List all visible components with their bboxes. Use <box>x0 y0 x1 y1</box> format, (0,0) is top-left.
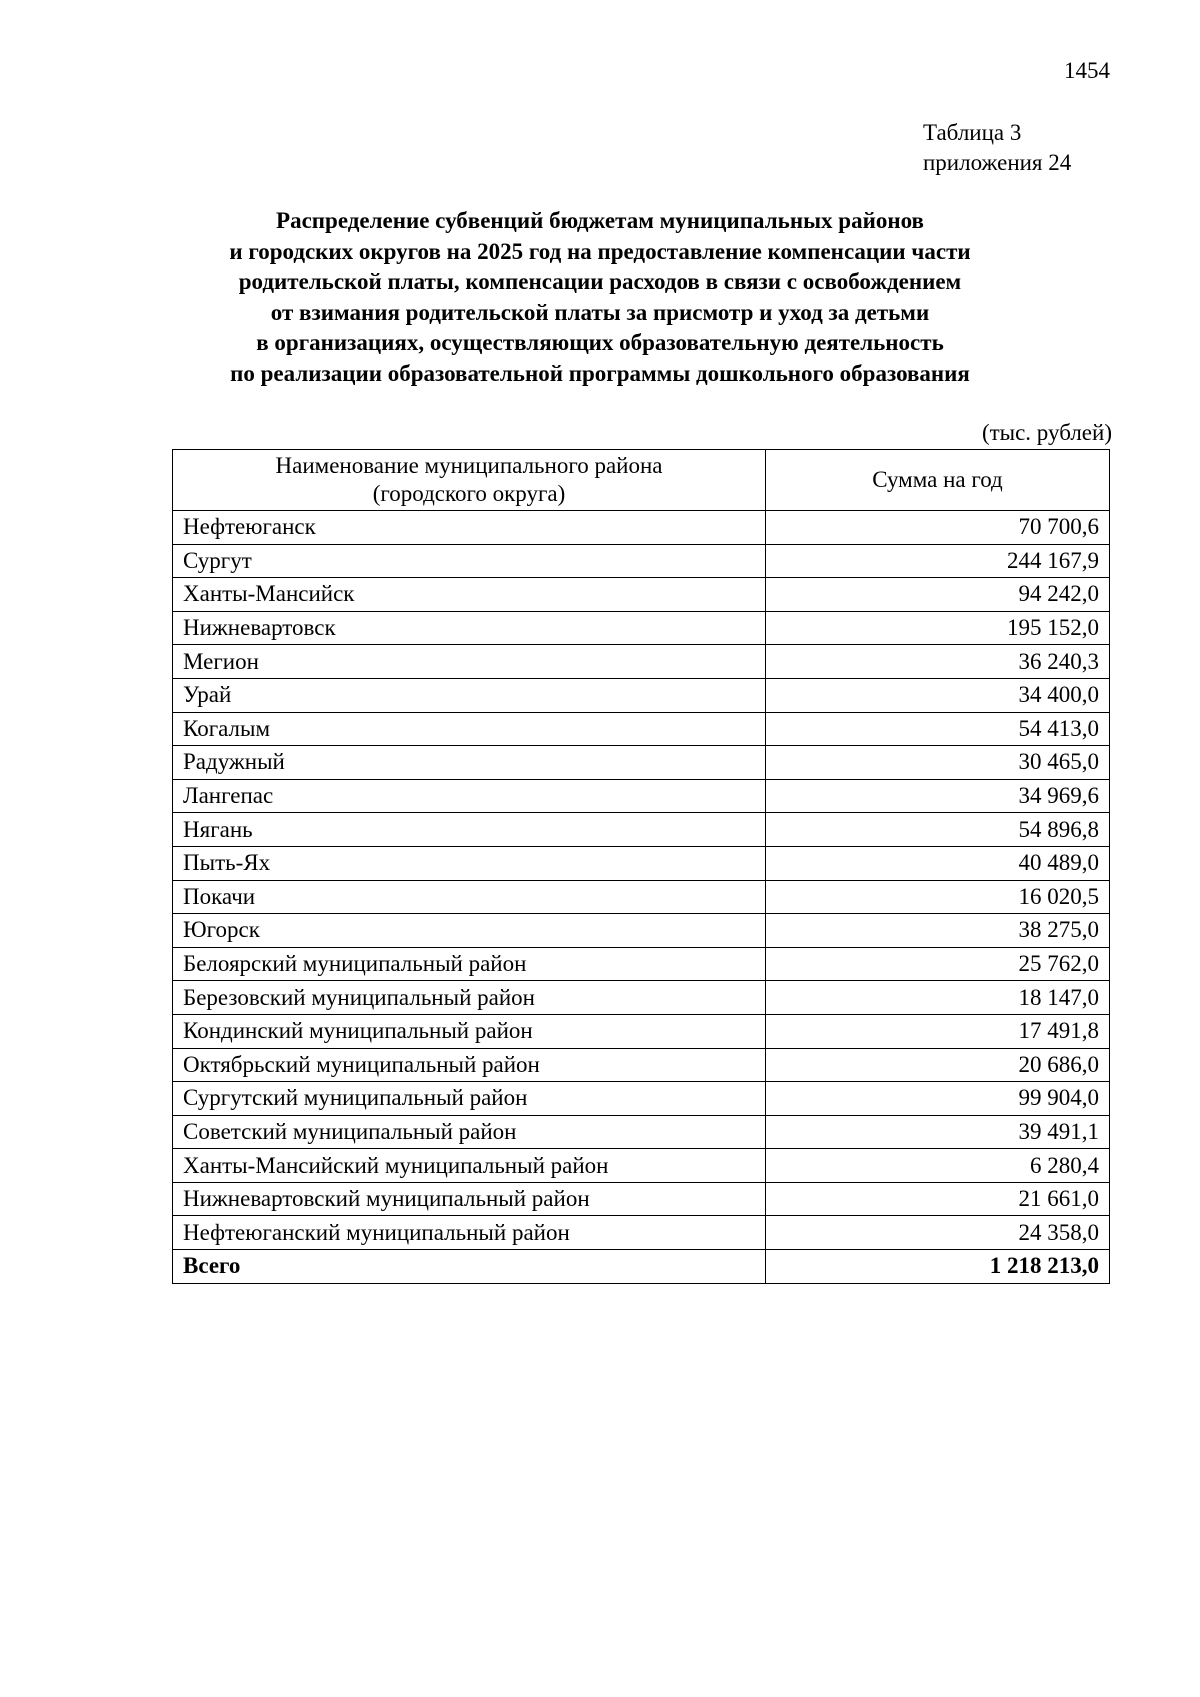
header-amount: Сумма на год <box>766 450 1110 511</box>
header-municipality <box>173 450 766 511</box>
municipality-name: Нижневартовск <box>173 611 766 645</box>
annual-amount: 18 147,0 <box>766 981 1110 1015</box>
annual-amount: 54 413,0 <box>766 712 1110 746</box>
municipality-name: Урай <box>173 678 766 712</box>
municipality-name: Октябрьский муниципальный район <box>173 1048 766 1082</box>
table-row <box>173 712 1110 746</box>
municipality-name: Югорск <box>173 914 766 948</box>
table-body <box>173 511 1110 1284</box>
subvention-table <box>172 449 1110 1284</box>
municipality-name: Белоярский муниципальный район <box>173 947 766 981</box>
table-row <box>173 611 1110 645</box>
annual-amount: 16 020,5 <box>766 880 1110 914</box>
header-municipality-line-1: Наименование муниципального района <box>275 453 663 478</box>
table-row <box>173 511 1110 545</box>
page-number: 1454 <box>1064 58 1110 83</box>
table-row <box>173 1048 1110 1082</box>
annual-amount: 34 400,0 <box>766 678 1110 712</box>
table-row <box>173 1149 1110 1183</box>
annual-amount: 6 280,4 <box>766 1149 1110 1183</box>
municipality-name: Пыть-Ях <box>173 846 766 880</box>
table-row <box>173 914 1110 948</box>
total-label: Всего <box>173 1250 766 1284</box>
table-row <box>173 746 1110 780</box>
table-ref-line-2: приложения 24 <box>923 150 1072 175</box>
title-line: и городских округов на 2025 год на предоставление компенсации части <box>229 238 971 264</box>
annual-amount: 99 904,0 <box>766 1082 1110 1116</box>
title-line: по реализации образовательной программы дошкольного образования <box>230 360 970 386</box>
annual-amount: 24 358,0 <box>766 1216 1110 1250</box>
annual-amount: 36 240,3 <box>766 645 1110 679</box>
municipality-name: Лангепас <box>173 779 766 813</box>
table-row <box>173 1014 1110 1048</box>
annual-amount: 38 275,0 <box>766 914 1110 948</box>
title-line: Распределение субвенций бюджетам муниципальных районов <box>276 208 924 233</box>
document-title <box>150 206 1050 389</box>
annual-amount: 94 242,0 <box>766 578 1110 612</box>
municipality-name: Нефтеюганск <box>173 511 766 545</box>
table-row <box>173 813 1110 847</box>
municipality-name: Кондинский муниципальный район <box>173 1014 766 1048</box>
table-row <box>173 880 1110 914</box>
annual-amount: 17 491,8 <box>766 1014 1110 1048</box>
municipality-name: Березовский муниципальный район <box>173 981 766 1015</box>
table-row <box>173 645 1110 679</box>
table-row <box>173 544 1110 578</box>
total-row <box>173 1250 1110 1284</box>
title-line: от взимания родительской платы за присмотр и уход за детьми <box>270 299 930 325</box>
table-header-row <box>173 450 1110 511</box>
municipality-name: Сургут <box>173 544 766 578</box>
annual-amount: 70 700,6 <box>766 511 1110 545</box>
table-row <box>173 846 1110 880</box>
municipality-name: Ханты-Мансийск <box>173 578 766 612</box>
municipality-name: Нефтеюганский муниципальный район <box>173 1216 766 1250</box>
table-row <box>173 1115 1110 1149</box>
table-row <box>173 947 1110 981</box>
annual-amount: 54 896,8 <box>766 813 1110 847</box>
table-row <box>173 1082 1110 1116</box>
table-row <box>173 779 1110 813</box>
municipality-name: Нижневартовский муниципальный район <box>173 1182 766 1216</box>
municipality-name: Ханты-Мансийский муниципальный район <box>173 1149 766 1183</box>
title-line: в организациях, осуществляющих образовательную деятельность <box>256 330 944 355</box>
municipality-name: Покачи <box>173 880 766 914</box>
municipality-name: Советский муниципальный район <box>173 1115 766 1149</box>
municipality-name: Радужный <box>173 746 766 780</box>
municipality-name: Мегион <box>173 645 766 679</box>
title-line: родительской платы, компенсации расходов в связи с освобождением <box>238 269 962 294</box>
total-amount: 1 218 213,0 <box>766 1250 1110 1284</box>
municipality-name: Нягань <box>173 813 766 847</box>
table-row <box>173 981 1110 1015</box>
header-municipality-line-2: (городского округа) <box>372 481 566 506</box>
annual-amount: 21 661,0 <box>766 1182 1110 1216</box>
annual-amount: 244 167,9 <box>766 544 1110 578</box>
annual-amount: 39 491,1 <box>766 1115 1110 1149</box>
table-row <box>173 1182 1110 1216</box>
table-reference <box>923 118 1071 178</box>
annual-amount: 30 465,0 <box>766 746 1110 780</box>
annual-amount: 195 152,0 <box>766 611 1110 645</box>
municipality-name: Сургутский муниципальный район <box>173 1082 766 1116</box>
annual-amount: 25 762,0 <box>766 947 1110 981</box>
municipality-name: Когалым <box>173 712 766 746</box>
table-row <box>173 578 1110 612</box>
annual-amount: 40 489,0 <box>766 846 1110 880</box>
table-row <box>173 678 1110 712</box>
table-row <box>173 1216 1110 1250</box>
table-ref-line-1: Таблица 3 <box>923 120 1022 145</box>
annual-amount: 20 686,0 <box>766 1048 1110 1082</box>
unit-label: (тыс. рублей) <box>981 420 1112 445</box>
annual-amount: 34 969,6 <box>766 779 1110 813</box>
